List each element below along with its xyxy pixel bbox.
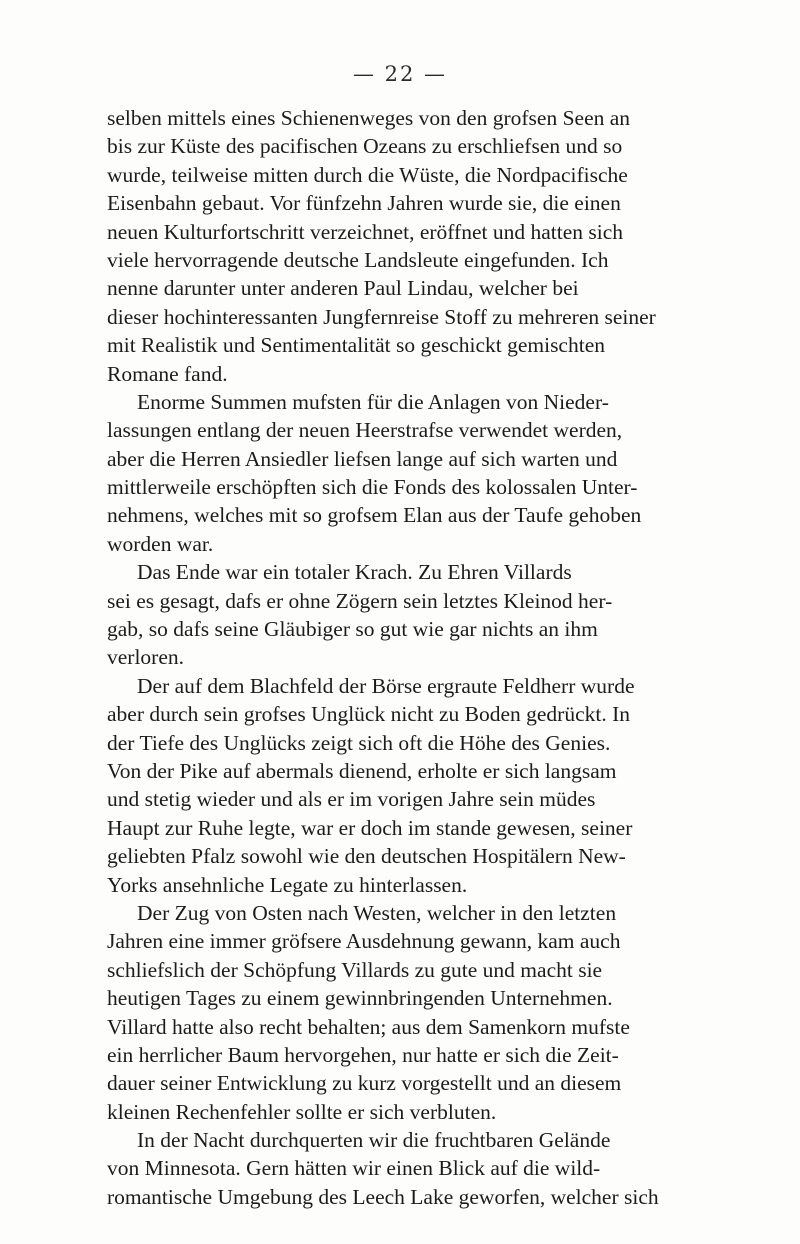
text-line: Romane fand.: [107, 361, 228, 386]
text-line: gab, so dafs seine Gläubiger so gut wie gar nichts an ihm: [107, 617, 598, 642]
text-line: selben mittels eines Schienenweges von den grofsen Seen an: [107, 106, 631, 130]
text-line: dieser hochinteressanten Jungfernreise Stoff zu mehreren seiner: [107, 304, 656, 329]
text-line: Haupt zur Ruhe legte, war er doch im stande gewesen, seiner: [107, 815, 633, 840]
text-line: mittlerweile erschöpften sich die Fonds des kolossalen Unter-: [107, 475, 638, 500]
text-line: nehmens, welches mit so grofsem Elan aus der Taufe gehoben: [107, 503, 642, 528]
text-line: kleinen Rechenfehler sollte er sich verbluten.: [107, 1099, 497, 1124]
text-line: Villard hatte also recht behalten; aus dem Samenkorn mufste: [107, 1014, 630, 1039]
text-line: geliebten Pfalz sowohl wie den deutschen Hospitälern New-: [107, 844, 626, 869]
text-line: bis zur Küste des pacifischen Ozeans zu erschliefsen und so: [107, 134, 623, 159]
text-line: mit Realistik und Sentimentalität so geschickt gemischten: [107, 333, 605, 358]
text-line: Yorks ansehnliche Legate zu hinterlassen.: [107, 872, 468, 897]
text-line: In der Nacht durchquerten wir die fruchtbaren Gelände: [137, 1128, 611, 1153]
text-line: heutigen Tages zu einem gewinnbringenden Unternehmen.: [107, 986, 613, 1011]
text-line: schliefslich der Schöpfung Villards zu gute und macht sie: [107, 957, 603, 982]
text-line: wurde, teilweise mitten durch die Wüste, die Nordpacifische: [107, 162, 628, 187]
text-line: und stetig wieder und als er im vorigen Jahre sein müdes: [107, 787, 596, 812]
text-line: Das Ende war ein totaler Krach. Zu Ehren Villards: [137, 560, 572, 585]
text-line: nenne darunter unter anderen Paul Lindau, welcher bei: [107, 276, 579, 301]
text-line: verloren.: [107, 645, 185, 670]
text-line: der Tiefe des Unglücks zeigt sich oft die Höhe des Genies.: [107, 730, 611, 755]
text-line: viele hervorragende deutsche Landsleute eingefunden. Ich: [107, 247, 609, 272]
text-line: ein herrlicher Baum hervorgehen, nur hatte er sich die Zeit-: [107, 1042, 619, 1067]
text-line: worden war.: [107, 531, 214, 556]
text-line: Eisenbahn gebaut. Vor fünfzehn Jahren wurde sie, die einen: [107, 191, 621, 216]
text-line: romantische Umgebung des Leech Lake geworfen, welcher sich: [107, 1184, 659, 1209]
text-line: Von der Pike auf abermals dienend, erholte er sich langsam: [107, 758, 617, 783]
body-text: [107, 104, 687, 1211]
text-line: neuen Kulturfortschritt verzeichnet, eröffnet und hatten sich: [107, 219, 624, 244]
text-line: Jahren eine immer gröfsere Ausdehnung gewann, kam auch: [107, 929, 621, 954]
text-line: Der Zug von Osten nach Westen, welcher in den letzten: [137, 900, 617, 925]
text-line: lassungen entlang der neuen Heerstrafse verwendet werden,: [107, 418, 623, 443]
text-line: aber die Herren Ansiedler liefsen lange auf sich warten und: [107, 446, 618, 471]
text-line: Enorme Summen mufsten für die Anlagen von Nieder-: [137, 389, 609, 414]
text-line: sei es gesagt, dafs er ohne Zögern sein letztes Kleinod her-: [107, 588, 613, 613]
text-line: von Minnesota. Gern hätten wir einen Blick auf die wild-: [107, 1156, 601, 1181]
text-line: Der auf dem Blachfeld der Börse ergraute Feldherr wurde: [137, 673, 635, 698]
page-number: — 22 —: [352, 62, 448, 86]
text-line: aber durch sein grofses Unglück nicht zu Boden gedrückt. In: [107, 702, 631, 727]
text-line: dauer seiner Entwicklung zu kurz vorgestellt und an diesem: [107, 1071, 622, 1096]
